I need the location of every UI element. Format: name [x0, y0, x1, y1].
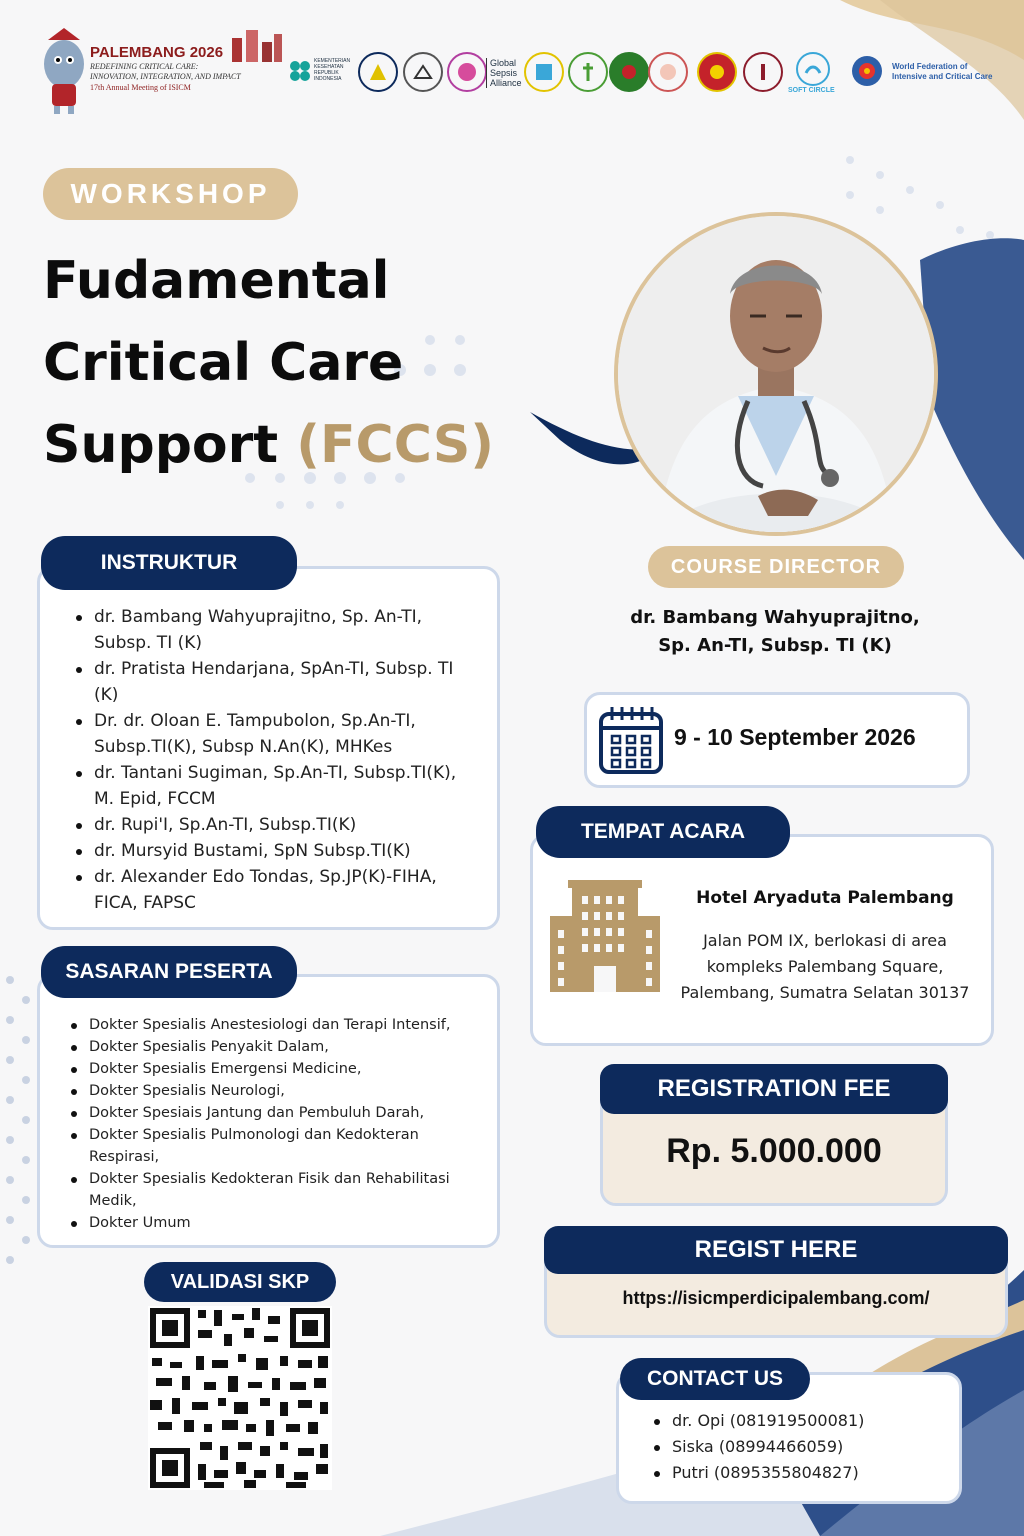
- venue-address: Jalan POM IX, berlokasi di area kompleks Palembang Square, Palembang, Sumatra Selatan 30137: [680, 931, 970, 1002]
- venue-name: Hotel Aryaduta Palembang: [696, 888, 954, 908]
- kemenkes-logo: [287, 58, 313, 84]
- list-item: dr. Bambang Wahyuprajitno, Sp. An-TI, Subsp. TI (K): [72, 604, 477, 656]
- title-line-3: [43, 404, 563, 486]
- list-item: Dokter Spesialis Neurologi,: [67, 1080, 482, 1102]
- event-title: PALEMBANG 2026: [90, 44, 224, 61]
- contact-heading: CONTACT US: [620, 1358, 810, 1400]
- list-item: dr. Mursyid Bustami, SpN Subsp.TI(K): [72, 838, 477, 864]
- list-item: Dokter Spesialis Emergensi Medicine,: [67, 1058, 482, 1080]
- partner-logo-5: [568, 52, 608, 92]
- title-line-2: Critical Care: [43, 333, 404, 393]
- instruktur-heading: INSTRUKTUR: [41, 536, 297, 590]
- partner-logo-2: [403, 52, 443, 92]
- instruktur-list: [72, 604, 477, 916]
- event-tagline-2: INNOVATION, INTEGRATION, AND IMPACT: [90, 72, 241, 81]
- list-item: Dokter Spesialis Kedokteran Fisik dan Rehabilitasi Medik,: [67, 1168, 482, 1212]
- contact-item: Putri (0895355804827): [650, 1460, 950, 1486]
- partner-logo-1: [358, 52, 398, 92]
- list-item: dr. Tantani Sugiman, Sp.An-TI, Subsp.TI(K), M. Epid, FCCM: [72, 760, 477, 812]
- course-director-name-line1: dr. Bambang Wahyuprajitno,: [630, 607, 920, 628]
- sasaran-list: [67, 1014, 482, 1234]
- list-item: Dokter Umum: [67, 1212, 482, 1234]
- fee-amount: Rp. 5.000.000: [666, 1132, 882, 1170]
- title-acronym: (FCCS): [296, 415, 495, 475]
- list-item: Dr. dr. Oloan E. Tampubolon, Sp.An-TI, Subsp.TI(K), Subsp N.An(K), MHKes: [72, 708, 477, 760]
- partner-logo-3: [447, 52, 487, 92]
- partner-logo-9: [743, 52, 783, 92]
- list-item: dr. Rupi'I, Sp.An-TI, Subsp.TI(K): [72, 812, 477, 838]
- venue-heading: TEMPAT ACARA: [536, 806, 790, 858]
- register-heading: REGIST HERE: [544, 1226, 1008, 1274]
- soft-circle-logo: [796, 52, 830, 86]
- course-director-photo: [614, 212, 938, 536]
- list-item: dr. Pratista Hendarjana, SpAn-TI, Subsp. TI (K): [72, 656, 477, 708]
- list-item: Dokter Spesialis Penyakit Dalam,: [67, 1036, 482, 1058]
- wficcm-label: World Federation of Intensive and Critical Care: [892, 62, 993, 81]
- title-line-3-main: Support: [43, 415, 279, 475]
- partner-logo-7: [648, 52, 688, 92]
- global-sepsis-alliance-logo: Global Sepsis Alliance: [486, 58, 528, 88]
- qr-code[interactable]: [148, 1306, 332, 1490]
- event-mascot-logo: [40, 26, 88, 116]
- event-meeting: 17th Annual Meeting of ISICM: [90, 83, 191, 92]
- event-city-skyline: [228, 24, 286, 64]
- workshop-badge: WORKSHOP: [43, 168, 298, 220]
- contact-item: dr. Opi (081919500081): [650, 1408, 950, 1434]
- soft-circle-label: SOFT CIRCLE: [788, 87, 835, 94]
- list-item: dr. Alexander Edo Tondas, Sp.JP(K)-FIHA, FICA, FAPSC: [72, 864, 477, 916]
- sasaran-heading: SASARAN PESERTA: [41, 946, 297, 998]
- list-item: Dokter Spesiais Jantung dan Pembuluh Darah,: [67, 1102, 482, 1124]
- validasi-heading: VALIDASI SKP: [144, 1262, 336, 1302]
- title-line-1: Fudamental: [43, 251, 390, 311]
- event-tagline-1: REDEFINING CRITICAL CARE:: [90, 62, 199, 71]
- course-director-badge: COURSE DIRECTOR: [648, 546, 904, 588]
- fee-heading: REGISTRATION FEE: [600, 1064, 948, 1114]
- list-item: Dokter Spesialis Anestesiologi dan Terapi Intensif,: [67, 1014, 482, 1036]
- building-icon: [550, 880, 660, 992]
- event-date: 9 - 10 September 2026: [674, 724, 916, 750]
- course-director-name: [580, 604, 970, 660]
- wficcm-logo: [848, 52, 886, 90]
- kemenkes-logo-label: KEMENTERIAN KESEHATAN REPUBLIK INDONESIA: [314, 58, 351, 82]
- partner-logo-8: [697, 52, 737, 92]
- partner-logo-4: [524, 52, 564, 92]
- register-link[interactable]: https://isicmperdicipalembang.com/: [622, 1288, 930, 1308]
- list-item: Dokter Spesialis Pulmonologi dan Kedokteran Respirasi,: [67, 1124, 482, 1168]
- contact-item: Siska (08994466059): [650, 1434, 950, 1460]
- page-title: [43, 240, 563, 486]
- partner-logo-6: [609, 52, 649, 92]
- contact-list: [650, 1408, 950, 1486]
- calendar-icon: [598, 704, 664, 776]
- course-director-name-line2: Sp. An-TI, Subsp. TI (K): [658, 635, 892, 656]
